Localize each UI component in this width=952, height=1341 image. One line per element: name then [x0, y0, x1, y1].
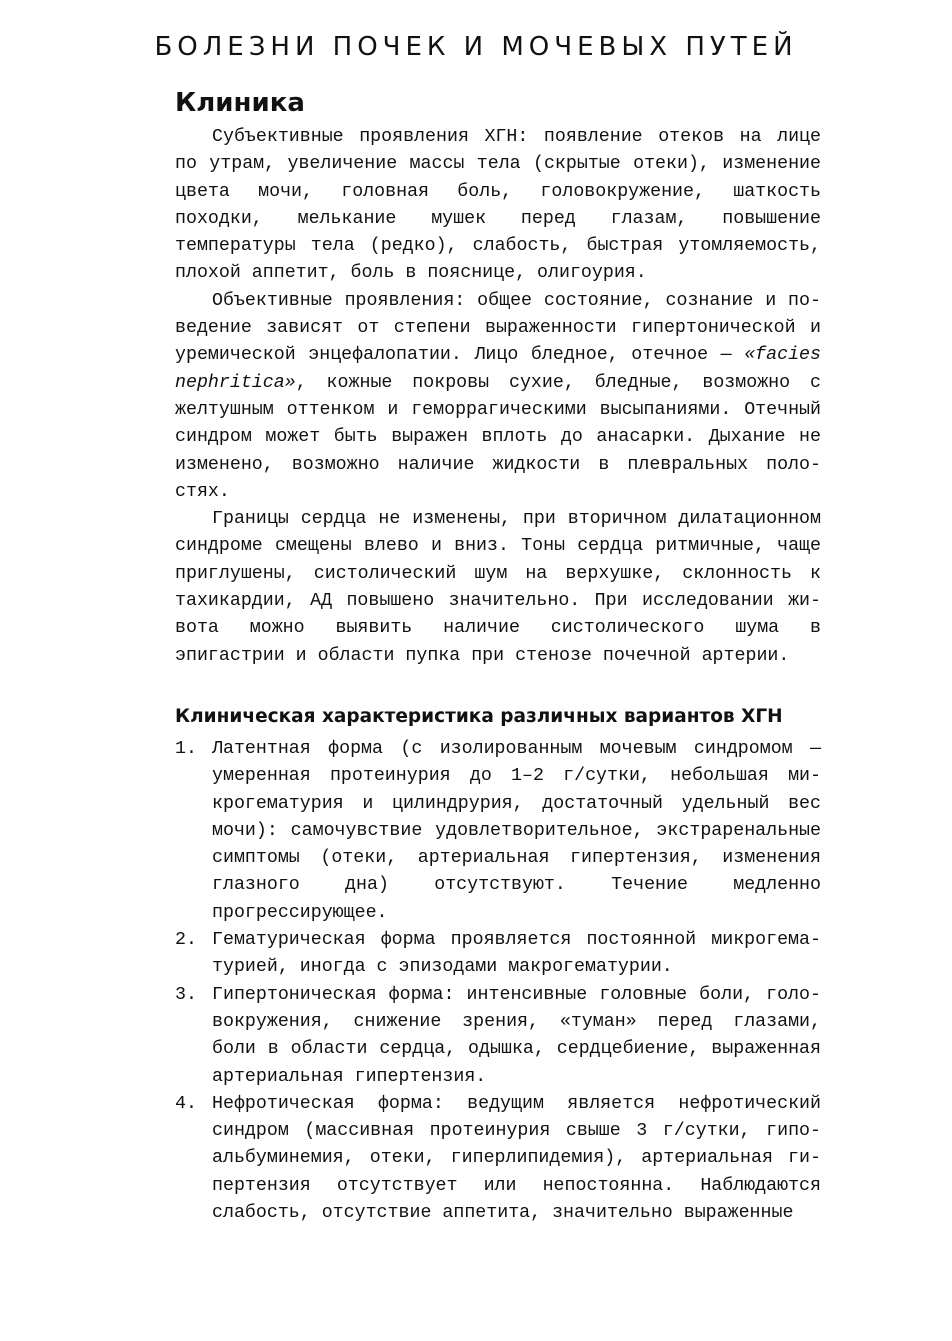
subsection-title: Клиническая характеристика различных вариантов ХГН — [175, 705, 783, 727]
paragraph-objective-part-1: Объективные проявления: общее состояние, сознание и поведение зависят от степени выраженности гипертонической и уремической энцефалопатии. Лицо бледное, отечное — — [175, 290, 821, 366]
section-title: Клиника — [175, 88, 305, 118]
running-head: БОЛЕЗНИ ПОЧЕК И МОЧЕВЫХ ПУТЕЙ — [154, 32, 798, 62]
list-item-text: Латентная форма (с изолированным мочевым синдромом — умеренная протеинурия до 1–2 г/сутки, небольшая микрогематурия и цилиндрурия, достаточный удельный вес мочи): самочувствие удовлетворительное, экстраренальные симптомы (отеки, артериальная гипертензия, изменения глазного дна) отсутствуют. Течение медленно прогрессирующее. — [212, 738, 821, 923]
list-item — [175, 1091, 821, 1227]
page-content — [175, 86, 821, 1227]
paragraph-objective — [175, 288, 821, 506]
paragraph-objective-part-2: , кожные покровы сухие, бледные, возможно с желтушным оттенком и геморрагическими высыпаниями. Отечный синдром может быть выражен вплоть до анасарки. Дыхание не изменено, возможно наличие жидкости в плевральных полостях. — [175, 372, 821, 502]
list-item-number: 3. — [175, 984, 197, 1005]
variants-list — [175, 736, 821, 1227]
latin-term: «facies nephritica» — [175, 345, 821, 393]
list-item — [175, 927, 821, 982]
list-item-number: 2. — [175, 930, 197, 951]
paragraph-subjective: Субъективные проявления ХГН: появление отеков на лице по утрам, увеличение массы тела (скрытые отеки), изменение цвета мочи, головная боль, головокружение, шаткость походки, мелькание мушек перед глазам, повышение температуры тела (редко), слабость, быстрая утомляемость, плохой аппетит, боль в пояснице, олигоурия. — [175, 127, 821, 284]
list-item — [175, 982, 821, 1091]
list-item — [175, 736, 821, 927]
list-item-number: 1. — [175, 738, 197, 759]
list-item-number: 4. — [175, 1093, 197, 1114]
paragraph-heart: Границы сердца не изменены, при вторичном дилатационном синдроме смещены влево и вниз. Тоны сердца ритмичные, чаще приглушены, систолический шум на верхушке, склонность к тахикардии, АД повышено значительно. При исследовании живота можно выявить наличие систолического шума в эпигастрии и области пупка при стенозе почечной артерии. — [175, 509, 821, 666]
list-item-text: Гематурическая форма проявляется постоянной микрогематурией, иногда с эпизодами макрогематурии. — [212, 930, 821, 978]
list-item-text: Нефротическая форма: ведущим является нефротический синдром (массивная протеинурия свыше 3 г/сутки, гипоальбуминемия, отеки, гиперлипидемия), артериальная гипертензия отсутствует или непостоянна. Наблюдаются слабость, отсутствие аппетита, значительно выраженные — [212, 1093, 821, 1223]
list-item-text: Гипертоническая форма: интенсивные головные боли, головокружения, снижение зрения, «туман» перед глазами, боли в области сердца, одышка, сердцебиение, выраженная артериальная гипертензия. — [212, 984, 821, 1087]
